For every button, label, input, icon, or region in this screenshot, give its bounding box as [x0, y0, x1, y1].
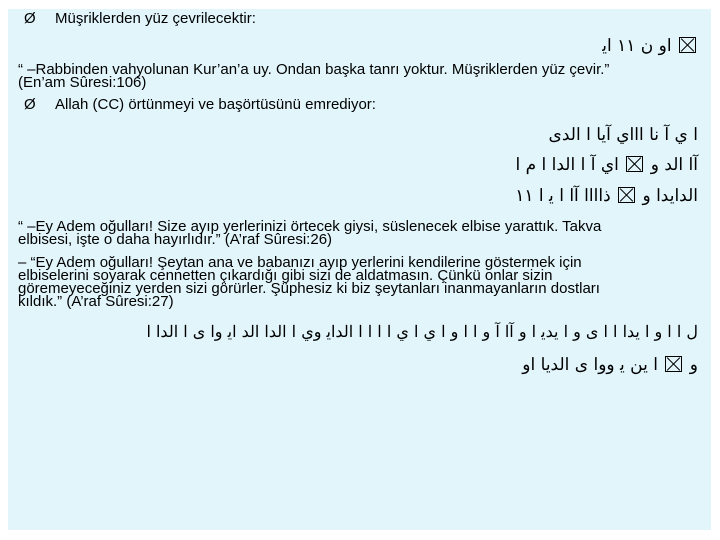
- heading-allah-ortunme: Allah (CC) örtünmeyi ve başörtüsünü emrediyor:: [55, 96, 376, 113]
- arabic-verse-4b-text: ﺫﺍﺍﺍﺍ ﺁﺍ ﺍ ﻳ ﺍ ١١: [515, 186, 611, 206]
- translation-2-line-2: elbisesi, işte o daha hayırlıdır.” (A’raf Sûresi:26): [18, 231, 333, 248]
- arabic-verse-3b-text: ﺍﻱ ﺁ ﺍ ﺍﻟﺪﺍ ﺍ ﻡ ﺍ: [515, 155, 619, 175]
- translation-3-line-4: kıldık.” (A’raf Sûresi:27): [18, 293, 174, 310]
- arabic-verse-6: [522, 355, 698, 375]
- translation-1-line-1: “ –Rabbinden vahyolunan Kur’an’a uy. Ondan başka tanrı yoktur. Müşriklerden yüz çevir.”: [18, 61, 610, 78]
- bullet-arrow-2: Ø: [24, 96, 36, 113]
- translation-3: [18, 256, 600, 308]
- translation-3-line-1: – “Ey Adem oğulları! Şeytan ana ve babanızı ayıp yerlerini kendilerine göstermek için: [18, 254, 582, 271]
- translation-3-line-3: göremeyeceğiniz yerden sizi görürler. Şüphesiz ki biz şeytanları inanmayanların dostları: [18, 280, 600, 297]
- crossed-box-icon: [626, 156, 643, 172]
- translation-2-line-1: “ –Ey Adem oğulları! Size ayıp yerlerinizi örtecek giysi, süslenecek elbise yarattık. Takva: [18, 218, 602, 235]
- arabic-verse-4a-text: ﺍﻟﺪﺍﻳﺪﺍ ﻭ: [642, 186, 698, 206]
- translation-1-line-2: (En’am Sûresi:106): [18, 74, 147, 91]
- arabic-verse-2: [549, 125, 698, 145]
- arabic-verse-5-text: ﻝ ﺍ ﺍ ﻭ ﺍ ﻳﺪﺍ ﺍ ﺍ ﻯ ﻭ ﺍ ﻳﺪﻳ ﺍ ﻭ ﺁﺍ ﺁ ﻭ ﺍ ﺍ ﻭ ﺍ ﻱ ﺍ ﻱ ﺍ ﺍ ﺍ ﺍ ﺍﻟﺪﺍﻳ ﻭﻱ ﺍ ﺍﻟﺪﺍ ﺍﻟﺪ ﺍﻳ ﻭﺍ ﻯ ﺍ ﺍﻟﺪﺍ ﺍ: [146, 322, 698, 341]
- arabic-verse-5: [146, 322, 698, 341]
- translation-1: [18, 63, 609, 89]
- translation-3-line-2: elbiselerini soyarak cennetten çıkardığı gibi sizi de aldatmasın. Çünkü onlar sizin: [18, 267, 553, 284]
- arabic-verse-1-text: ﺍﻭ ﻥ ١١ ﺍﻳ: [602, 36, 672, 56]
- heading-musriklerden: Müşriklerden yüz çevrilecektir:: [55, 10, 256, 27]
- arabic-verse-3a-text: ﺁﺍ ﺍﻟﺪ ﻭ: [650, 155, 698, 175]
- crossed-box-icon: [665, 356, 682, 372]
- arabic-verse-4: [515, 186, 698, 206]
- crossed-box-icon: [679, 37, 696, 53]
- translation-2: [18, 220, 601, 246]
- arabic-verse-6a-text: ﻭ: [689, 355, 698, 375]
- arabic-verse-1: [602, 36, 698, 56]
- bullet-arrow-1: Ø: [24, 10, 36, 27]
- arabic-verse-3: [515, 155, 698, 175]
- arabic-verse-6b-text: ﺍ ﻳﻦ ﻳ ﻭﻭﺍ ﻯ ﺍﻟﺪﻳﺎ ﺍﻭ: [522, 355, 658, 375]
- crossed-box-icon: [618, 187, 635, 203]
- arabic-verse-2-text: ﺍ ﻱ ﺁ ﻧﺎ ﺍﺍﺍﻱ ﺁﻳﺎ ﺍ ﺍﻟﺪﻯ: [548, 125, 698, 145]
